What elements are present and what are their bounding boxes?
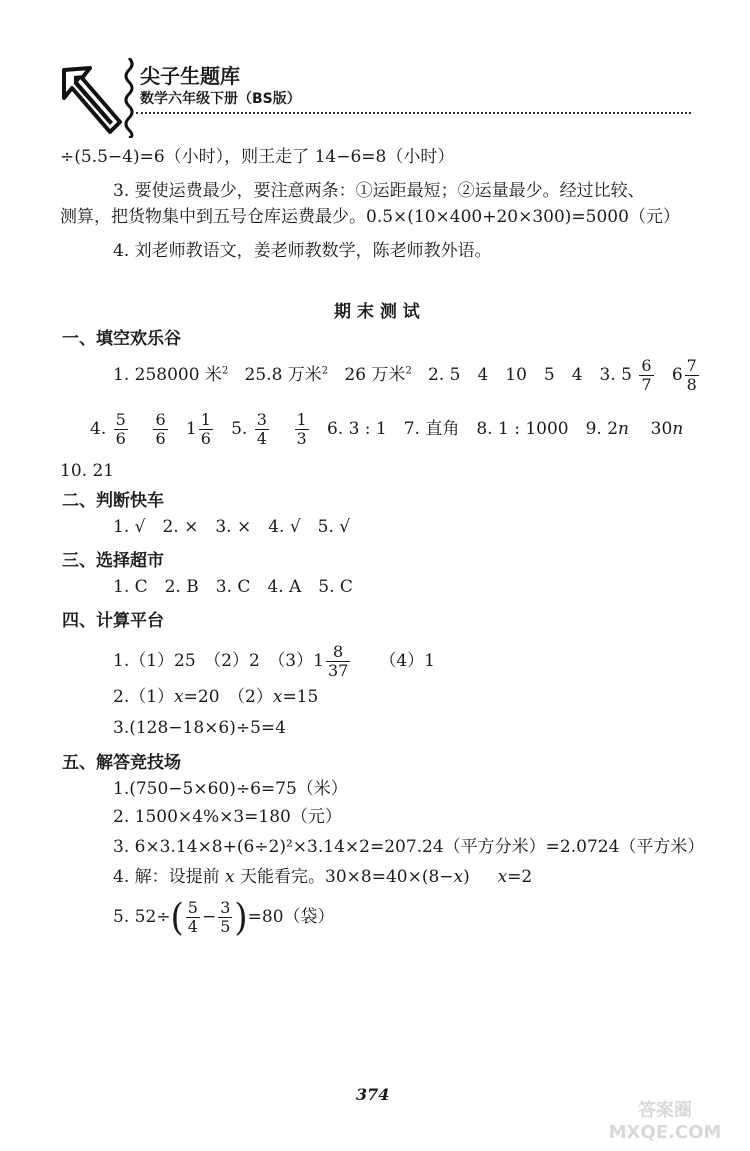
section-5-answer-3: 3. 6×3.14×8+(6÷2)²×3.14×2=207.24（平方分米）=2.0724（平方米） [113, 837, 705, 857]
section-4-heading: 四、计算平台 [62, 611, 164, 631]
fraction: $\frac{8}{37}$ [327, 642, 349, 680]
continuation-line-1: ÷(5.5−4)=6（小时），则王走了 14−6=8（小时） [60, 147, 455, 167]
answer-3-line-b: 测算，把货物集中到五号仓库运费最少。0.5×(10×400+20×300)=5000（元） [60, 207, 680, 227]
section-1-heading: 一、填空欢乐谷 [62, 329, 181, 349]
section-3-heading: 三、选择超市 [62, 551, 164, 571]
section-4-row-3: 3.(128−18×6)÷5=4 [113, 718, 286, 738]
answer-3-line-a: 3. 要使运费最少，要注意两条：①运距最短；②运量最少。经过比较、 [113, 181, 645, 201]
fraction: $\frac{6}{7}$ [641, 356, 652, 394]
fraction: $\frac{6}{6}$ [155, 410, 166, 448]
fraction: $\frac{5}{4}$ [187, 898, 198, 936]
fraction: $\frac{1}{6}$ [200, 410, 211, 448]
fraction: $\frac{7}{8}$ [686, 356, 697, 394]
section-1-row-3: 10. 21 [60, 461, 115, 481]
final-test-title: 期 末 测 试 [334, 302, 420, 322]
fraction: $\frac{5}{6}$ [115, 410, 126, 448]
page-number: 374 [356, 1085, 390, 1104]
section-2-heading: 二、判断快车 [62, 491, 164, 511]
wavy-divider-icon [122, 58, 136, 138]
section-1-row-2: 4. $\frac{5}{6}$ $\frac{6}{6}$ 1 $\frac{1}{6}$ 5. $\frac{3}{4}$ $\frac{1}{3}$ 6. 3 : 1 7. 直角 8. 1 : 1000 9. 2n 30n [90, 410, 684, 448]
fraction: $\frac{1}{3}$ [296, 410, 307, 448]
answer-4: 4. 刘老师教语文，姜老师教数学，陈老师教外语。 [113, 241, 492, 261]
book-title: 尖子生题库 [140, 64, 240, 88]
fraction: $\frac{3}{5}$ [220, 898, 231, 936]
section-1-row-1: 1. 258000 米$^2$ 25.8 万米$^2$ 26 万米$^2$ 2. 5 4 10 5 4 3. 5 $\frac{6}{7}$ 6 $\frac{7}{8}$ [113, 356, 697, 394]
watermark: 答案圈 MXQE.COM [608, 1100, 722, 1143]
book-subtitle: 数学六年级下册（BS版） [140, 91, 301, 107]
section-3-answers: 1. C 2. B 3. C 4. A 5. C [113, 577, 353, 597]
section-5-heading: 五、解答竞技场 [62, 753, 181, 773]
section-5-answer-1: 1.(750−5×60)÷6=75（米） [113, 779, 348, 799]
section-4-row-1: 1.（1）25 （2）2 （3）1 $\frac{8}{37}$ （4）1 [113, 642, 435, 680]
arrow-logo-icon [58, 62, 128, 142]
section-4-row-2: 2.（1）x=20 （2）x=15 [113, 687, 319, 707]
section-2-answers: 1. √ 2. × 3. × 4. √ 5. √ [113, 517, 351, 537]
header-dotted-rule [136, 112, 691, 114]
fraction: $\frac{3}{4}$ [256, 410, 267, 448]
section-5-answer-4: 4. 解：设提前 x 天能看完。30×8=40×(8−x) x=2 [113, 867, 533, 887]
section-5-answer-2: 2. 1500×4%×3=180（元） [113, 807, 342, 827]
section-5-answer-5: 5. 52÷( $\frac{5}{4}$ − $\frac{3}{5}$ )=80（袋） [113, 895, 335, 940]
